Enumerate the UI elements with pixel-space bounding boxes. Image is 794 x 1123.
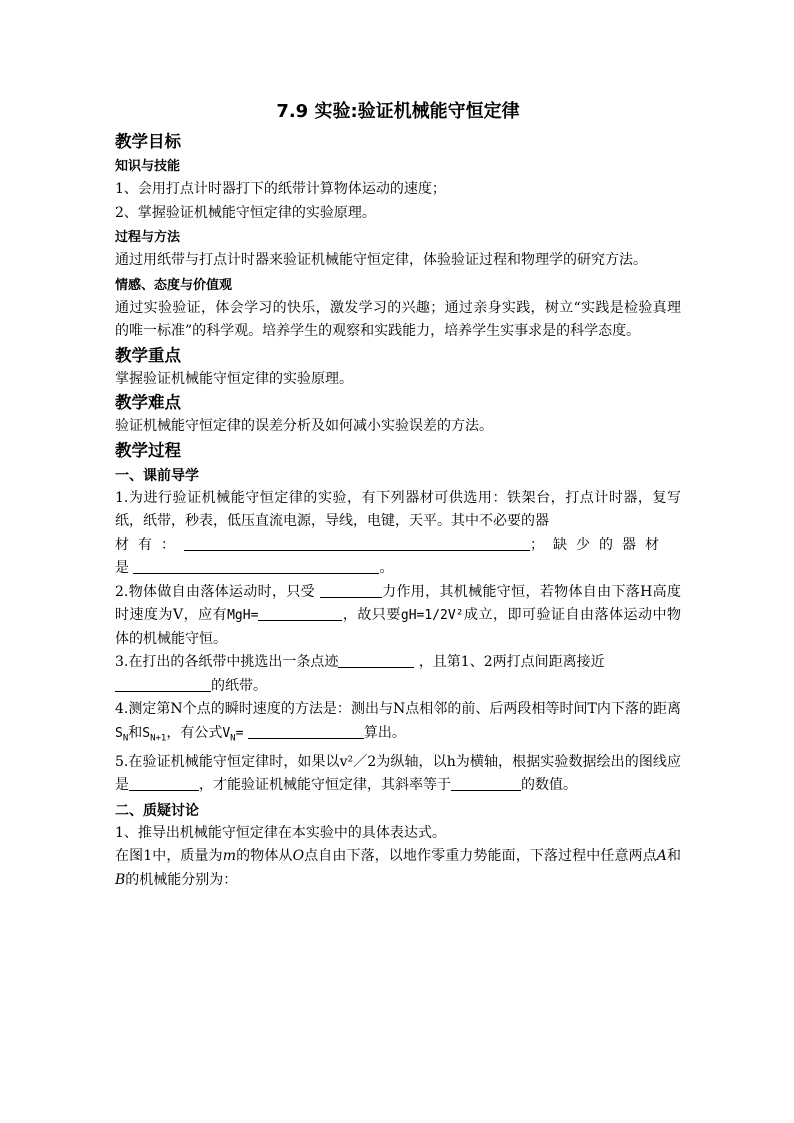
question-5-text-a: 5.在验证机械能守恒定律时，如果以 xyxy=(115,753,340,770)
question-4 xyxy=(115,698,681,751)
teaching-process-heading: 教学过程 xyxy=(115,440,181,460)
symbol-s: S xyxy=(115,725,123,741)
pre-class-heading: 一、课前导学 xyxy=(115,467,199,484)
symbol-b: B xyxy=(115,871,126,888)
symbol-vn xyxy=(222,725,244,744)
para-text-b: 的物体从 xyxy=(236,848,293,865)
slope-blank[interactable] xyxy=(451,774,521,791)
discussion-heading: 二、质疑讨论 xyxy=(115,802,199,819)
question-3-text-a: 3.在打出的各纸带中挑选出一条点迹 xyxy=(115,654,339,670)
para-text-a: 在图1中，质量为 xyxy=(115,848,223,865)
para-text-d: 和 xyxy=(666,848,682,865)
symbol-s2: S xyxy=(142,725,151,741)
symbol-sn xyxy=(115,725,129,744)
question-1-label-missing: ；缺少的器材 xyxy=(530,536,668,553)
question-2-text-f: 成立，即可验证自由落体运动中物体的机械能守恒。 xyxy=(115,607,681,647)
question-3 xyxy=(115,651,681,698)
knowledge-item-1: 1、会用打点计时器打下的纸带计算物体运动的速度； xyxy=(115,181,446,197)
symbol-sn1 xyxy=(142,725,167,744)
subscript-vn: N xyxy=(230,733,236,744)
dot-trace-blank[interactable] xyxy=(338,651,414,668)
question-2-text-b: 力作用，其机械能守恒，若物体自由下落H高度时速度为V，应有 xyxy=(115,583,682,623)
question-1-end: 。 xyxy=(379,560,394,576)
emotion-text: 通过实验验证，体会学习的快乐，激发学习的兴趣；通过亲身实践，树立“实践是检验真理的唯一标准”的科学观。培养学生的观察和实践能力，培养学生实事求是的科学态度。 xyxy=(115,299,681,339)
question-1-label-unneeded: 材有： xyxy=(115,536,184,553)
key-point-heading: 教学重点 xyxy=(115,345,181,365)
graph-line-blank[interactable] xyxy=(129,774,199,791)
question-5-text-d: 的数值。 xyxy=(521,777,577,794)
question-4-text-b: ，有公式 xyxy=(166,724,223,741)
formula-gh: gH=1/2V² xyxy=(400,608,464,623)
symbol-a: A xyxy=(656,848,667,865)
question-2 xyxy=(115,581,681,652)
knowledge-heading: 知识与技能 xyxy=(115,159,181,174)
question-4-text-a: 4.测定第N个点的瞬时速度的方法是：测出与N点相邻的前、后两段相等时间T内下落的距离 xyxy=(115,701,681,717)
question-5 xyxy=(115,751,681,798)
discussion-paragraph xyxy=(115,845,681,892)
question-2-text-a: 2.物体做自由落体运动时，只受 xyxy=(115,583,316,600)
question-3-text-c: 的纸带。 xyxy=(211,677,267,694)
symbol-v: V xyxy=(222,725,231,741)
subscript-n: N xyxy=(122,733,129,744)
question-3-text-b: ，且第1、2两打点间距离接近 xyxy=(418,654,605,670)
difficulty-text: 验证机械能守恒定律的误差分析及如何减小实验误差的方法。 xyxy=(115,418,493,434)
symbol-m: m xyxy=(222,848,237,865)
force-blank[interactable] xyxy=(320,581,382,598)
question-1 xyxy=(115,487,681,534)
para-text-e: 的机械能分别为： xyxy=(125,871,238,888)
subscript-n1: N+1 xyxy=(150,733,167,744)
process-method-text: 通过用纸带与打点计时器来验证机械能守恒定律，体验验证过程和物理学的研究方法。 xyxy=(115,252,647,268)
energy-blank[interactable] xyxy=(258,604,342,621)
emotion-heading: 情感、态度与价值观 xyxy=(115,277,233,293)
question-2-text-d: ，故只要 xyxy=(342,607,401,623)
formula-mgh: MgH= xyxy=(227,608,259,623)
question-5-text-b: 为纵轴，以h为横轴，根据实验数据绘出的图线应是 xyxy=(115,753,682,794)
equals-sign: = xyxy=(235,725,244,741)
discussion-item-1: 1、推导出机械能守恒定律在本实验中的具体表达式。 xyxy=(115,824,446,841)
process-method-heading: 过程与方法 xyxy=(115,230,181,245)
question-5-text-c: ，才能验证机械能守恒定律，其斜率等于 xyxy=(199,777,451,794)
question-4-text-c: 算出。 xyxy=(363,724,406,741)
formula-v2: v²／2 xyxy=(339,753,377,770)
distance-blank[interactable] xyxy=(115,675,211,692)
key-point-text: 掌握验证机械能守恒定律的实验原理。 xyxy=(115,370,353,387)
question-1-line-2 xyxy=(115,534,681,558)
page-title: 7.9 实验:验证机械能守恒定律 xyxy=(276,101,520,122)
question-4-and: 和 xyxy=(128,724,143,741)
missing-equipment-blank[interactable] xyxy=(133,557,379,574)
knowledge-item-2: 2、掌握验证机械能守恒定律的实验原理。 xyxy=(115,204,376,221)
unneeded-equipment-blank[interactable] xyxy=(184,534,530,551)
symbol-o: O xyxy=(292,848,305,865)
question-1-line-3 xyxy=(115,557,681,581)
formula-blank[interactable] xyxy=(248,722,364,739)
document-page xyxy=(115,100,681,892)
question-1-text: 1.为进行验证机械能守恒定律的实验，有下列器材可供选用：铁架台，打点计时器，复写纸，纸带，秒表，低压直流电源，导线，电键，天平。其中不必要的器 xyxy=(115,489,681,529)
difficulty-heading: 教学难点 xyxy=(115,393,181,412)
para-text-c: 点自由下落，以地作零重力势能面，下落过程中任意两点 xyxy=(304,848,657,865)
goals-heading: 教学目标 xyxy=(115,132,181,151)
question-1-label-is: 是 xyxy=(115,560,129,576)
